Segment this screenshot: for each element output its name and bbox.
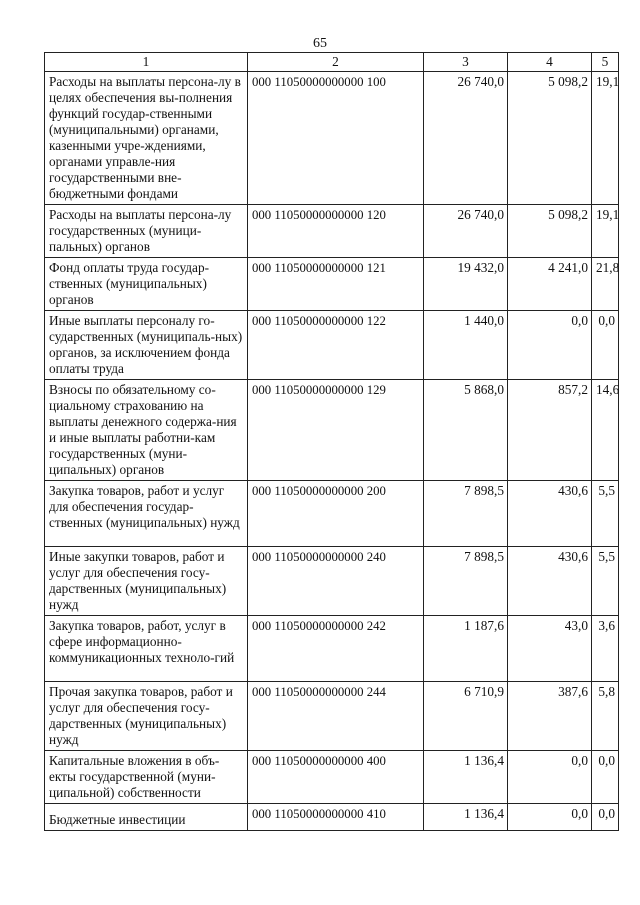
row-percent: 14,6	[592, 380, 619, 481]
row-percent: 21,8	[592, 258, 619, 311]
row-code: 000 11050000000000 242	[248, 616, 424, 682]
row-actual: 4 241,0	[508, 258, 592, 311]
row-percent: 3,6	[592, 616, 619, 682]
table-row	[45, 616, 619, 682]
row-plan: 7 898,5	[424, 481, 508, 547]
table-row	[45, 72, 619, 205]
row-name: Закупка товаров, работ и услуг для обеспечения государ-ственных (муниципальных) нужд	[45, 481, 248, 547]
row-plan: 1 136,4	[424, 804, 508, 831]
row-plan: 19 432,0	[424, 258, 508, 311]
row-plan: 6 710,9	[424, 682, 508, 751]
table-row	[45, 380, 619, 481]
row-code: 000 11050000000000 400	[248, 751, 424, 804]
row-percent: 19,1	[592, 205, 619, 258]
row-plan: 7 898,5	[424, 547, 508, 616]
row-plan: 1 136,4	[424, 751, 508, 804]
row-name: Прочая закупка товаров, работ и услуг для обеспечения госу-дарственных (муниципальных) нужд	[45, 682, 248, 751]
row-name: Фонд оплаты труда государ-ственных (муниципальных) органов	[45, 258, 248, 311]
row-name: Закупка товаров, работ, услуг в сфере информационно-коммуникационных техноло-гий	[45, 616, 248, 682]
budget-table	[44, 52, 619, 831]
table-row	[45, 481, 619, 547]
table-row	[45, 547, 619, 616]
row-name: Расходы на выплаты персона-лу государственных (муници-пальных) органов	[45, 205, 248, 258]
row-actual: 5 098,2	[508, 72, 592, 205]
row-actual: 0,0	[508, 751, 592, 804]
row-name: Иные закупки товаров, работ и услуг для обеспечения госу-дарственных (муниципальных) нужд	[45, 547, 248, 616]
row-code: 000 11050000000000 122	[248, 311, 424, 380]
table-row	[45, 205, 619, 258]
table-row	[45, 751, 619, 804]
row-code: 000 11050000000000 121	[248, 258, 424, 311]
row-percent: 0,0	[592, 804, 619, 831]
row-actual: 387,6	[508, 682, 592, 751]
row-percent: 5,5	[592, 481, 619, 547]
row-actual: 0,0	[508, 311, 592, 380]
column-header-3: 3	[424, 53, 508, 72]
row-plan: 26 740,0	[424, 205, 508, 258]
row-plan: 1 440,0	[424, 311, 508, 380]
row-code: 000 11050000000000 244	[248, 682, 424, 751]
row-percent: 0,0	[592, 751, 619, 804]
row-actual: 430,6	[508, 547, 592, 616]
table-row	[45, 311, 619, 380]
row-plan: 1 187,6	[424, 616, 508, 682]
page-number: 65	[313, 36, 327, 51]
row-name: Бюджетные инвестиции	[45, 804, 248, 831]
row-percent: 19,1	[592, 72, 619, 205]
row-percent: 5,8	[592, 682, 619, 751]
row-code: 000 11050000000000 129	[248, 380, 424, 481]
row-actual: 5 098,2	[508, 205, 592, 258]
row-actual: 43,0	[508, 616, 592, 682]
table-header-row	[45, 53, 619, 72]
row-code: 000 11050000000000 120	[248, 205, 424, 258]
row-code: 000 11050000000000 410	[248, 804, 424, 831]
row-code: 000 11050000000000 200	[248, 481, 424, 547]
row-code: 000 11050000000000 240	[248, 547, 424, 616]
column-header-4: 4	[508, 53, 592, 72]
row-actual: 857,2	[508, 380, 592, 481]
row-plan: 26 740,0	[424, 72, 508, 205]
row-name: Взносы по обязательному со-циальному страхованию на выплаты денежного содержа-ния и иные выплаты работни-кам государственных (муни-ципальных) органов	[45, 380, 248, 481]
column-header-1: 1	[45, 53, 248, 72]
row-percent: 5,5	[592, 547, 619, 616]
row-plan: 5 868,0	[424, 380, 508, 481]
row-code: 000 11050000000000 100	[248, 72, 424, 205]
row-actual: 430,6	[508, 481, 592, 547]
row-name: Расходы на выплаты персона-лу в целях обеспечения вы-полнения функций государ-ственными (муниципальными) органами, казенными учре-ждениями, органами управле-ния государственными вне-бюджетными фондами	[45, 72, 248, 205]
table-row	[45, 804, 619, 831]
row-name: Капитальные вложения в объ-екты государственной (муни-ципальной) собственности	[45, 751, 248, 804]
table-row	[45, 258, 619, 311]
table-row	[45, 682, 619, 751]
column-header-5: 5	[592, 53, 619, 72]
column-header-2: 2	[248, 53, 424, 72]
row-actual: 0,0	[508, 804, 592, 831]
row-name: Иные выплаты персоналу го-сударственных (муниципаль-ных) органов, за исключением фонда оплаты труда	[45, 311, 248, 380]
row-percent: 0,0	[592, 311, 619, 380]
